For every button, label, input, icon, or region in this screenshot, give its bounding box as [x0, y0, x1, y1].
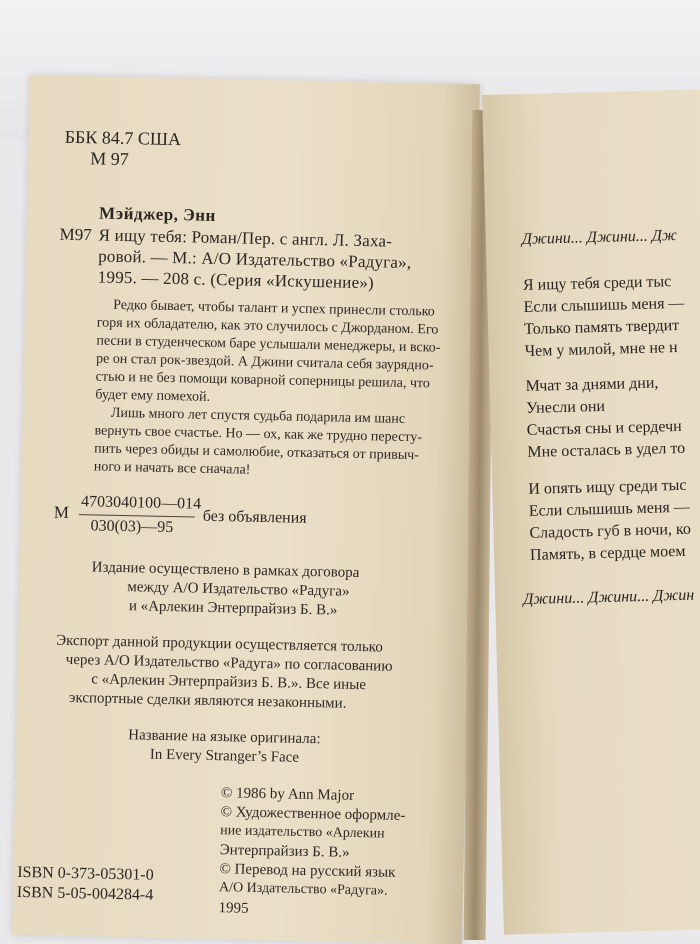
- annotation-line-2: горя их обладателю, как это случилось с Джорданом. Его: [96, 315, 439, 338]
- poem-line-9: Мне осталась в удел то: [527, 439, 686, 461]
- original-title: In Every Stranger’s Face: [149, 746, 300, 766]
- poem-line-11: Если слышишь меня —: [528, 498, 690, 520]
- catalog-denominator: 030(03)—95: [90, 517, 174, 537]
- isbn-2: ISBN 5-05-004284-4: [16, 883, 154, 904]
- copyright-line-4: Энтерпрайзиз Б. В.»: [219, 842, 350, 861]
- export-line-2: через А/О Издательство «Радуга» по согласованию: [65, 651, 393, 675]
- copyright-line-1: © 1986 by Ann Major: [220, 785, 355, 804]
- poem-line-5: Чем у милой, мне не н: [524, 338, 678, 360]
- annotation-line-6: будет ему помехой.: [95, 387, 211, 405]
- bib-line-2: ровой. — М.: А/О Издательство «Радуга»,: [98, 246, 412, 273]
- annotation-line-3: песни в студенческом баре услышали менеджеры, и вско-: [96, 333, 441, 356]
- original-title-label: Название на языке оригинала:: [128, 727, 321, 748]
- isbn-1: ISBN 0-373-05301-0: [17, 863, 154, 884]
- copyright-line-7: 1995: [218, 900, 249, 917]
- author-mark: М 97: [90, 148, 129, 170]
- agreement-line-2: между А/О Издательство «Радуга»: [127, 579, 350, 600]
- bib-line-3: 1995. — 208 с. (Серия «Искушение»): [97, 267, 375, 293]
- annotation-line-9: пить через обиды и самолюбие, отказаться от привыч-: [94, 441, 420, 464]
- right-page: [482, 89, 700, 935]
- annotation-line-5: стью и не без помощи коварной соперницы решила, что: [95, 369, 431, 392]
- bib-line-1: Я ищу тебя: Роман/Пер. с англ. Л. Заха-: [98, 225, 393, 251]
- poem-line-4: Только память твердит: [523, 316, 680, 338]
- poem-line-10: И опять ищу среди тыс: [528, 476, 687, 498]
- export-line-1: Экспорт данной продукции осуществляется только: [55, 632, 383, 656]
- poem-line-3: Если слышишь меня —: [523, 294, 685, 316]
- catalog-note: без объявления: [202, 507, 307, 527]
- author-name: Мэйджер, Энн: [98, 203, 217, 225]
- export-line-4: экспортные сделки являются незаконными.: [68, 689, 347, 712]
- copyright-line-2: © Художественное оформле-: [220, 804, 406, 825]
- poem-line-1: Джини... Джини... Дж: [521, 226, 678, 249]
- poem-line-7: Унесли они: [525, 397, 606, 417]
- poem-line-13: Память, в сердце моем: [529, 542, 686, 564]
- left-page: [12, 75, 480, 944]
- poem-line-6: Мчат за днями дни,: [525, 374, 659, 395]
- poem-line-8: Счастья сны и сердечн: [526, 417, 682, 439]
- bbk-line: ББК 84.7 США: [64, 126, 182, 150]
- poem-line-12: Сладость губ в ночи, ко: [529, 520, 692, 542]
- agreement-line-3: и «Арлекин Энтерпрайзиз Б. В.»: [128, 598, 338, 619]
- copyright-line-5: © Перевод на русский язык: [219, 861, 396, 881]
- annotation-line-1: Редко бывает, чтобы талант и успех принесли столько: [113, 297, 435, 320]
- annotation-line-7: Лишь много лет спустя судьба подарила им шанс: [110, 405, 406, 427]
- agreement-line-1: Издание осуществлено в рамках договора: [91, 559, 360, 582]
- annotation-line-10: ного и начать все сначала!: [93, 459, 251, 478]
- catalog-letter: М: [53, 502, 70, 522]
- poem-line-2: Я ищу тебя среди тыс: [522, 273, 672, 294]
- annotation-line-4: ре он стал рок-звездой. А Джини считала себя заурядно-: [95, 351, 434, 374]
- copyright-line-3: ние издательство «Арлекин: [220, 823, 385, 842]
- copyright-line-6: А/О Издательство «Радуга».: [218, 880, 388, 899]
- annotation-line-8: вернуть свое счастье. Но — ох, как же трудно пересту-: [94, 423, 423, 446]
- poem-line-14: Джини... Джини... Джин: [523, 586, 695, 609]
- catalog-numerator: 4703040100—014: [80, 493, 202, 513]
- export-line-3: с «Арлекин Энтерпрайзиз Б. В.». Все иные: [91, 671, 367, 694]
- catalog-code: М97: [59, 224, 92, 245]
